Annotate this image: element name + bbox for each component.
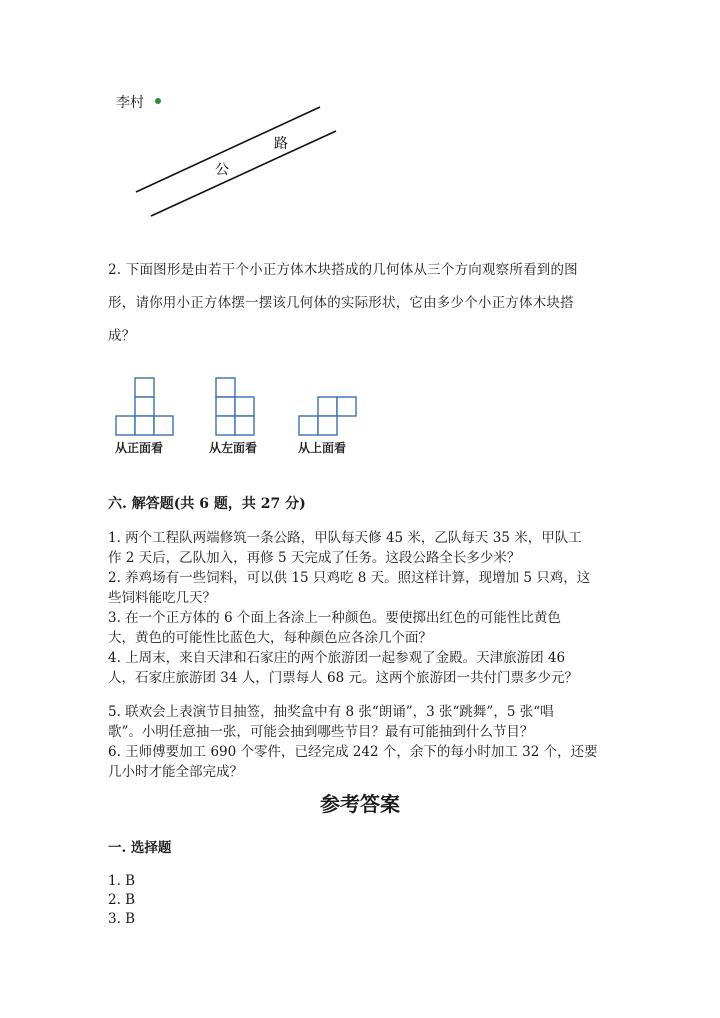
top-view-grid xyxy=(299,397,356,435)
problem-4-line-1: 4. 上周末，来自天津和石家庄的两个旅游团一起参观了金殿。天津旅游团 46 xyxy=(108,650,566,666)
problem-6-line-1: 6. 王师傅要加工 690 个零件，已经完成 242 个，余下的每小时加工 32 个，还要 xyxy=(108,744,598,760)
answer-item-1: 1. B xyxy=(108,873,136,889)
question-2-line-2: 形，请你用小正方体摆一摆该几何体的实际形状，它由多少个小正方体木块搭 xyxy=(108,295,574,311)
question-2-line-3: 成？ xyxy=(108,328,136,344)
question-2-line-1: 2. 下面图形是由若干个小正方体木块搭成的几何体从三个方向观察所看到的图 xyxy=(108,262,578,278)
problem-6-line-2: 几小时才能全部完成？ xyxy=(108,764,243,780)
answer-key-title: 参考答案 xyxy=(320,792,400,816)
three-view-figures xyxy=(0,360,720,440)
village-label: 李村 xyxy=(116,95,144,111)
section-6-title: 六. 解答题(共 6 题，共 27 分) xyxy=(108,496,306,512)
top-view-label: 从上面看 xyxy=(298,441,347,455)
left-view-grid xyxy=(216,378,254,435)
front-view-label: 从正面看 xyxy=(115,441,164,455)
road-char-lu: 路 xyxy=(274,136,288,152)
problem-2-line-2: 些饲料能吃几天？ xyxy=(108,590,216,606)
problem-1-line-2: 作 2 天后，乙队加入，再修 5 天完成了任务。这段公路全长多少米？ xyxy=(108,550,521,566)
answer-item-3: 3. B xyxy=(108,911,136,927)
problem-3-line-1: 3. 在一个正方体的 6 个面上各涂上一种颜色。要使掷出红色的可能性比黄色 xyxy=(108,610,561,626)
front-view-grid xyxy=(116,378,173,435)
problem-4-line-2: 人，石家庄旅游团 34 人，门票每人 68 元。这两个旅游团一共付门票多少元？ xyxy=(108,670,579,686)
problem-3-line-2: 大，黄色的可能性比蓝色大，每种颜色应各涂几个面？ xyxy=(108,630,432,646)
problem-1-line-1: 1. 两个工程队两端修筑一条公路，甲队每天修 45 米，乙队每天 35 米，甲队工 xyxy=(108,530,582,546)
problem-5-line-1: 5. 联欢会上表演节目抽签，抽奖盒中有 8 张“朗诵”，3 张“跳舞”，5 张“唱 xyxy=(108,704,554,720)
answer-section-1-title: 一. 选择题 xyxy=(108,840,172,856)
road-diagram xyxy=(0,0,720,260)
answer-item-2: 2. B xyxy=(108,892,136,908)
road-edge-upper xyxy=(136,107,320,192)
left-view-label: 从左面看 xyxy=(209,441,258,455)
problem-2-line-1: 2. 养鸡场有一些饲料，可以供 15 只鸡吃 8 天。照这样计算，现增加 5 只鸡，这 xyxy=(108,570,591,586)
road-char-gong: 公 xyxy=(215,162,229,178)
road-edge-lower xyxy=(151,131,336,216)
problem-5-line-2: 歌”。小明任意抽一张，可能会抽到哪些节目？最有可能抽到什么节目？ xyxy=(108,724,534,740)
